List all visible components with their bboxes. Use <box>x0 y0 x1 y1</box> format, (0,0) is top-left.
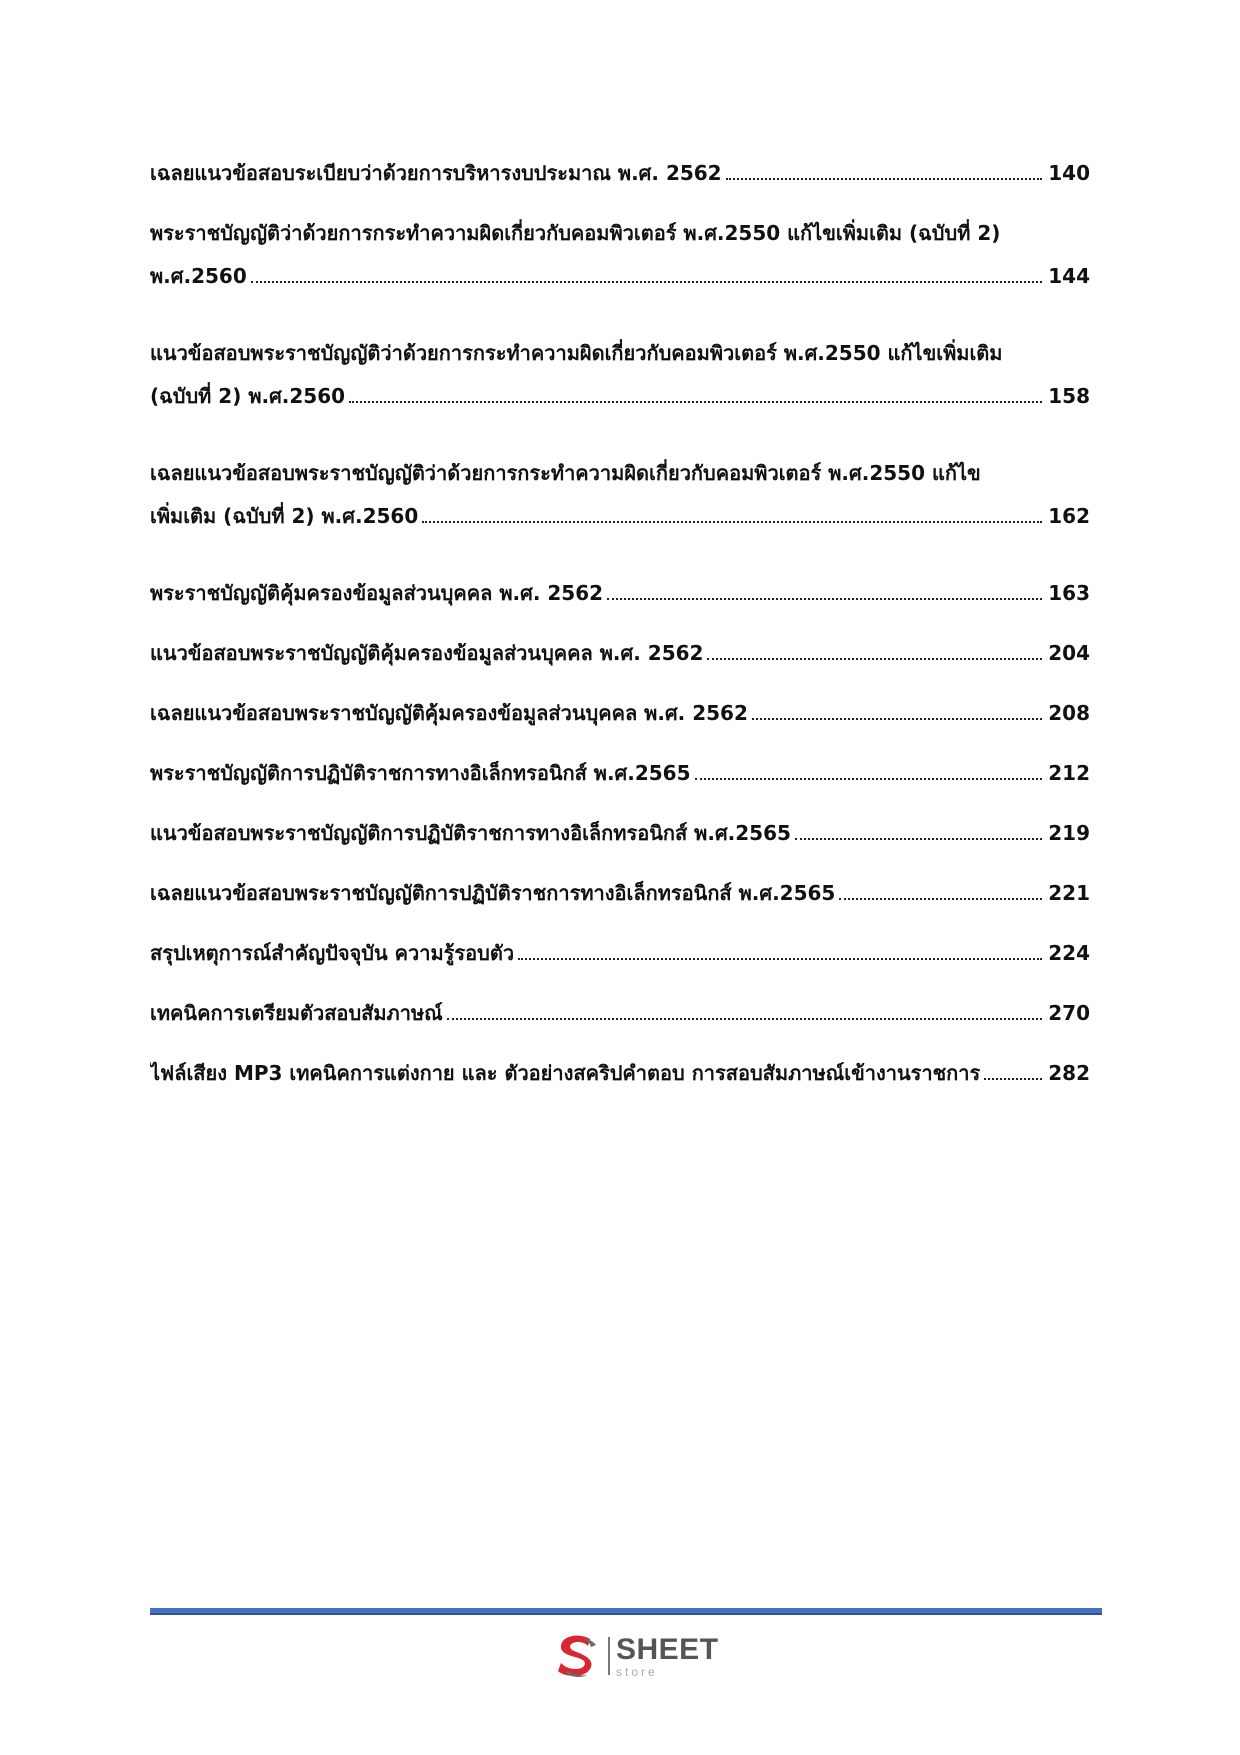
toc-entry-line <box>150 572 1090 615</box>
toc-leader-dots <box>251 281 1043 283</box>
toc-leader-dots <box>607 598 1042 600</box>
toc-page-number: 144 <box>1048 264 1090 288</box>
toc-page-number: 224 <box>1048 941 1090 965</box>
toc-entry-line <box>150 752 1090 795</box>
toc-leader-dots <box>726 178 1043 180</box>
toc-entry-line <box>150 255 1090 298</box>
toc-page-number: 163 <box>1048 581 1090 605</box>
table-of-contents <box>150 152 1090 1112</box>
toc-entry-title: เฉลยแนวข้อสอบระเบียบว่าด้วยการบริหารงบประมาณ พ.ศ. 2562 <box>150 161 722 185</box>
toc-leader-dots <box>707 658 1042 660</box>
toc-entry-line <box>150 375 1090 418</box>
toc-page-number: 158 <box>1048 384 1090 408</box>
toc-leader-dots <box>839 898 1042 900</box>
toc-page-number: 208 <box>1048 701 1090 725</box>
toc-entry-title: แนวข้อสอบพระราชบัญญัติการปฏิบัติราชการทางอิเล็กทรอนิกส์ พ.ศ.2565 <box>150 821 791 845</box>
toc-entry[interactable] <box>150 812 1090 855</box>
toc-entry[interactable] <box>150 992 1090 1035</box>
toc-entry-title: เฉลยแนวข้อสอบพระราชบัญญัติการปฏิบัติราชการทางอิเล็กทรอนิกส์ พ.ศ.2565 <box>150 881 836 905</box>
toc-entry-line <box>150 872 1090 915</box>
toc-page-number: 221 <box>1048 881 1090 905</box>
toc-entry-title-line: เฉลยแนวข้อสอบพระราชบัญญัติว่าด้วยการกระทำความผิดเกี่ยวกับคอมพิวเตอร์ พ.ศ.2550 แก้ไข <box>150 461 981 485</box>
toc-entry[interactable] <box>150 692 1090 735</box>
toc-entry[interactable] <box>150 1052 1090 1095</box>
toc-entry-line <box>150 692 1090 735</box>
toc-leader-dots <box>795 838 1042 840</box>
logo-divider <box>608 1637 610 1675</box>
sheet-store-logo <box>552 1628 722 1684</box>
toc-entry[interactable] <box>150 632 1090 675</box>
toc-leader-dots <box>422 521 1042 523</box>
logo-main-text: SHEET <box>616 1632 719 1666</box>
toc-entry-title: แนวข้อสอบพระราชบัญญัติคุ้มครองข้อมูลส่วนบุคคล พ.ศ. 2562 <box>150 641 704 665</box>
toc-page-number: 162 <box>1048 504 1090 528</box>
toc-leader-dots <box>447 1018 1043 1020</box>
toc-entry-title-line: แนวข้อสอบพระราชบัญญัติว่าด้วยการกระทำความผิดเกี่ยวกับคอมพิวเตอร์ พ.ศ.2550 แก้ไขเพิ่มเติม <box>150 341 1003 365</box>
toc-entry-title: พระราชบัญญัติคุ้มครองข้อมูลส่วนบุคคล พ.ศ. 2562 <box>150 581 604 605</box>
toc-leader-dots <box>752 718 1042 720</box>
toc-entry-title: ไฟล์เสียง MP3 เทคนิคการแต่งกาย และ ตัวอย่างสคริปคำตอบ การสอบสัมภาษณ์เข้างานราชการ <box>150 1061 981 1085</box>
toc-entry-title-line: พระราชบัญญัติว่าด้วยการกระทำความผิดเกี่ยวกับคอมพิวเตอร์ พ.ศ.2550 แก้ไขเพิ่มเติม (ฉบับที่ 2) <box>150 221 1001 245</box>
toc-entry[interactable] <box>150 932 1090 975</box>
toc-entry[interactable] <box>150 572 1090 615</box>
toc-page-number: 140 <box>1048 161 1090 185</box>
toc-entry-line <box>150 152 1090 195</box>
toc-entry-line <box>150 992 1090 1035</box>
toc-entry-line <box>150 1052 1090 1095</box>
toc-entry[interactable] <box>150 212 1090 298</box>
logo-sub-text: store <box>616 1664 658 1679</box>
toc-entry-title: พ.ศ.2560 <box>150 264 247 288</box>
toc-leader-dots <box>695 778 1043 780</box>
toc-leader-dots <box>984 1078 1042 1080</box>
toc-entry-title: สรุปเหตุการณ์สำคัญปัจจุบัน ความรู้รอบตัว <box>150 941 515 965</box>
toc-entry[interactable] <box>150 752 1090 795</box>
toc-entry[interactable] <box>150 452 1090 538</box>
sheet-store-s-logo-icon <box>552 1631 602 1681</box>
toc-entry-title: เพิ่มเติม (ฉบับที่ 2) พ.ศ.2560 <box>150 504 419 528</box>
toc-entry-title: (ฉบับที่ 2) พ.ศ.2560 <box>150 384 346 408</box>
toc-page-number: 212 <box>1048 761 1090 785</box>
toc-page-number: 219 <box>1048 821 1090 845</box>
toc-entry[interactable] <box>150 872 1090 915</box>
toc-entry-line <box>150 632 1090 675</box>
logo-text <box>616 1632 719 1679</box>
toc-page-number: 282 <box>1048 1061 1090 1085</box>
toc-entry-title: เฉลยแนวข้อสอบพระราชบัญญัติคุ้มครองข้อมูลส่วนบุคคล พ.ศ. 2562 <box>150 701 748 725</box>
toc-entry-line <box>150 495 1090 538</box>
toc-entry-line <box>150 812 1090 855</box>
toc-entry[interactable] <box>150 152 1090 195</box>
toc-leader-dots <box>518 958 1042 960</box>
footer-rule <box>150 1608 1102 1615</box>
toc-entry[interactable] <box>150 332 1090 418</box>
toc-page-number: 270 <box>1048 1001 1090 1025</box>
toc-page-number: 204 <box>1048 641 1090 665</box>
toc-leader-dots <box>349 401 1042 403</box>
toc-entry-title: พระราชบัญญัติการปฏิบัติราชการทางอิเล็กทรอนิกส์ พ.ศ.2565 <box>150 761 691 785</box>
toc-entry-title: เทคนิคการเตรียมตัวสอบสัมภาษณ์ <box>150 1001 443 1025</box>
toc-entry-line <box>150 932 1090 975</box>
